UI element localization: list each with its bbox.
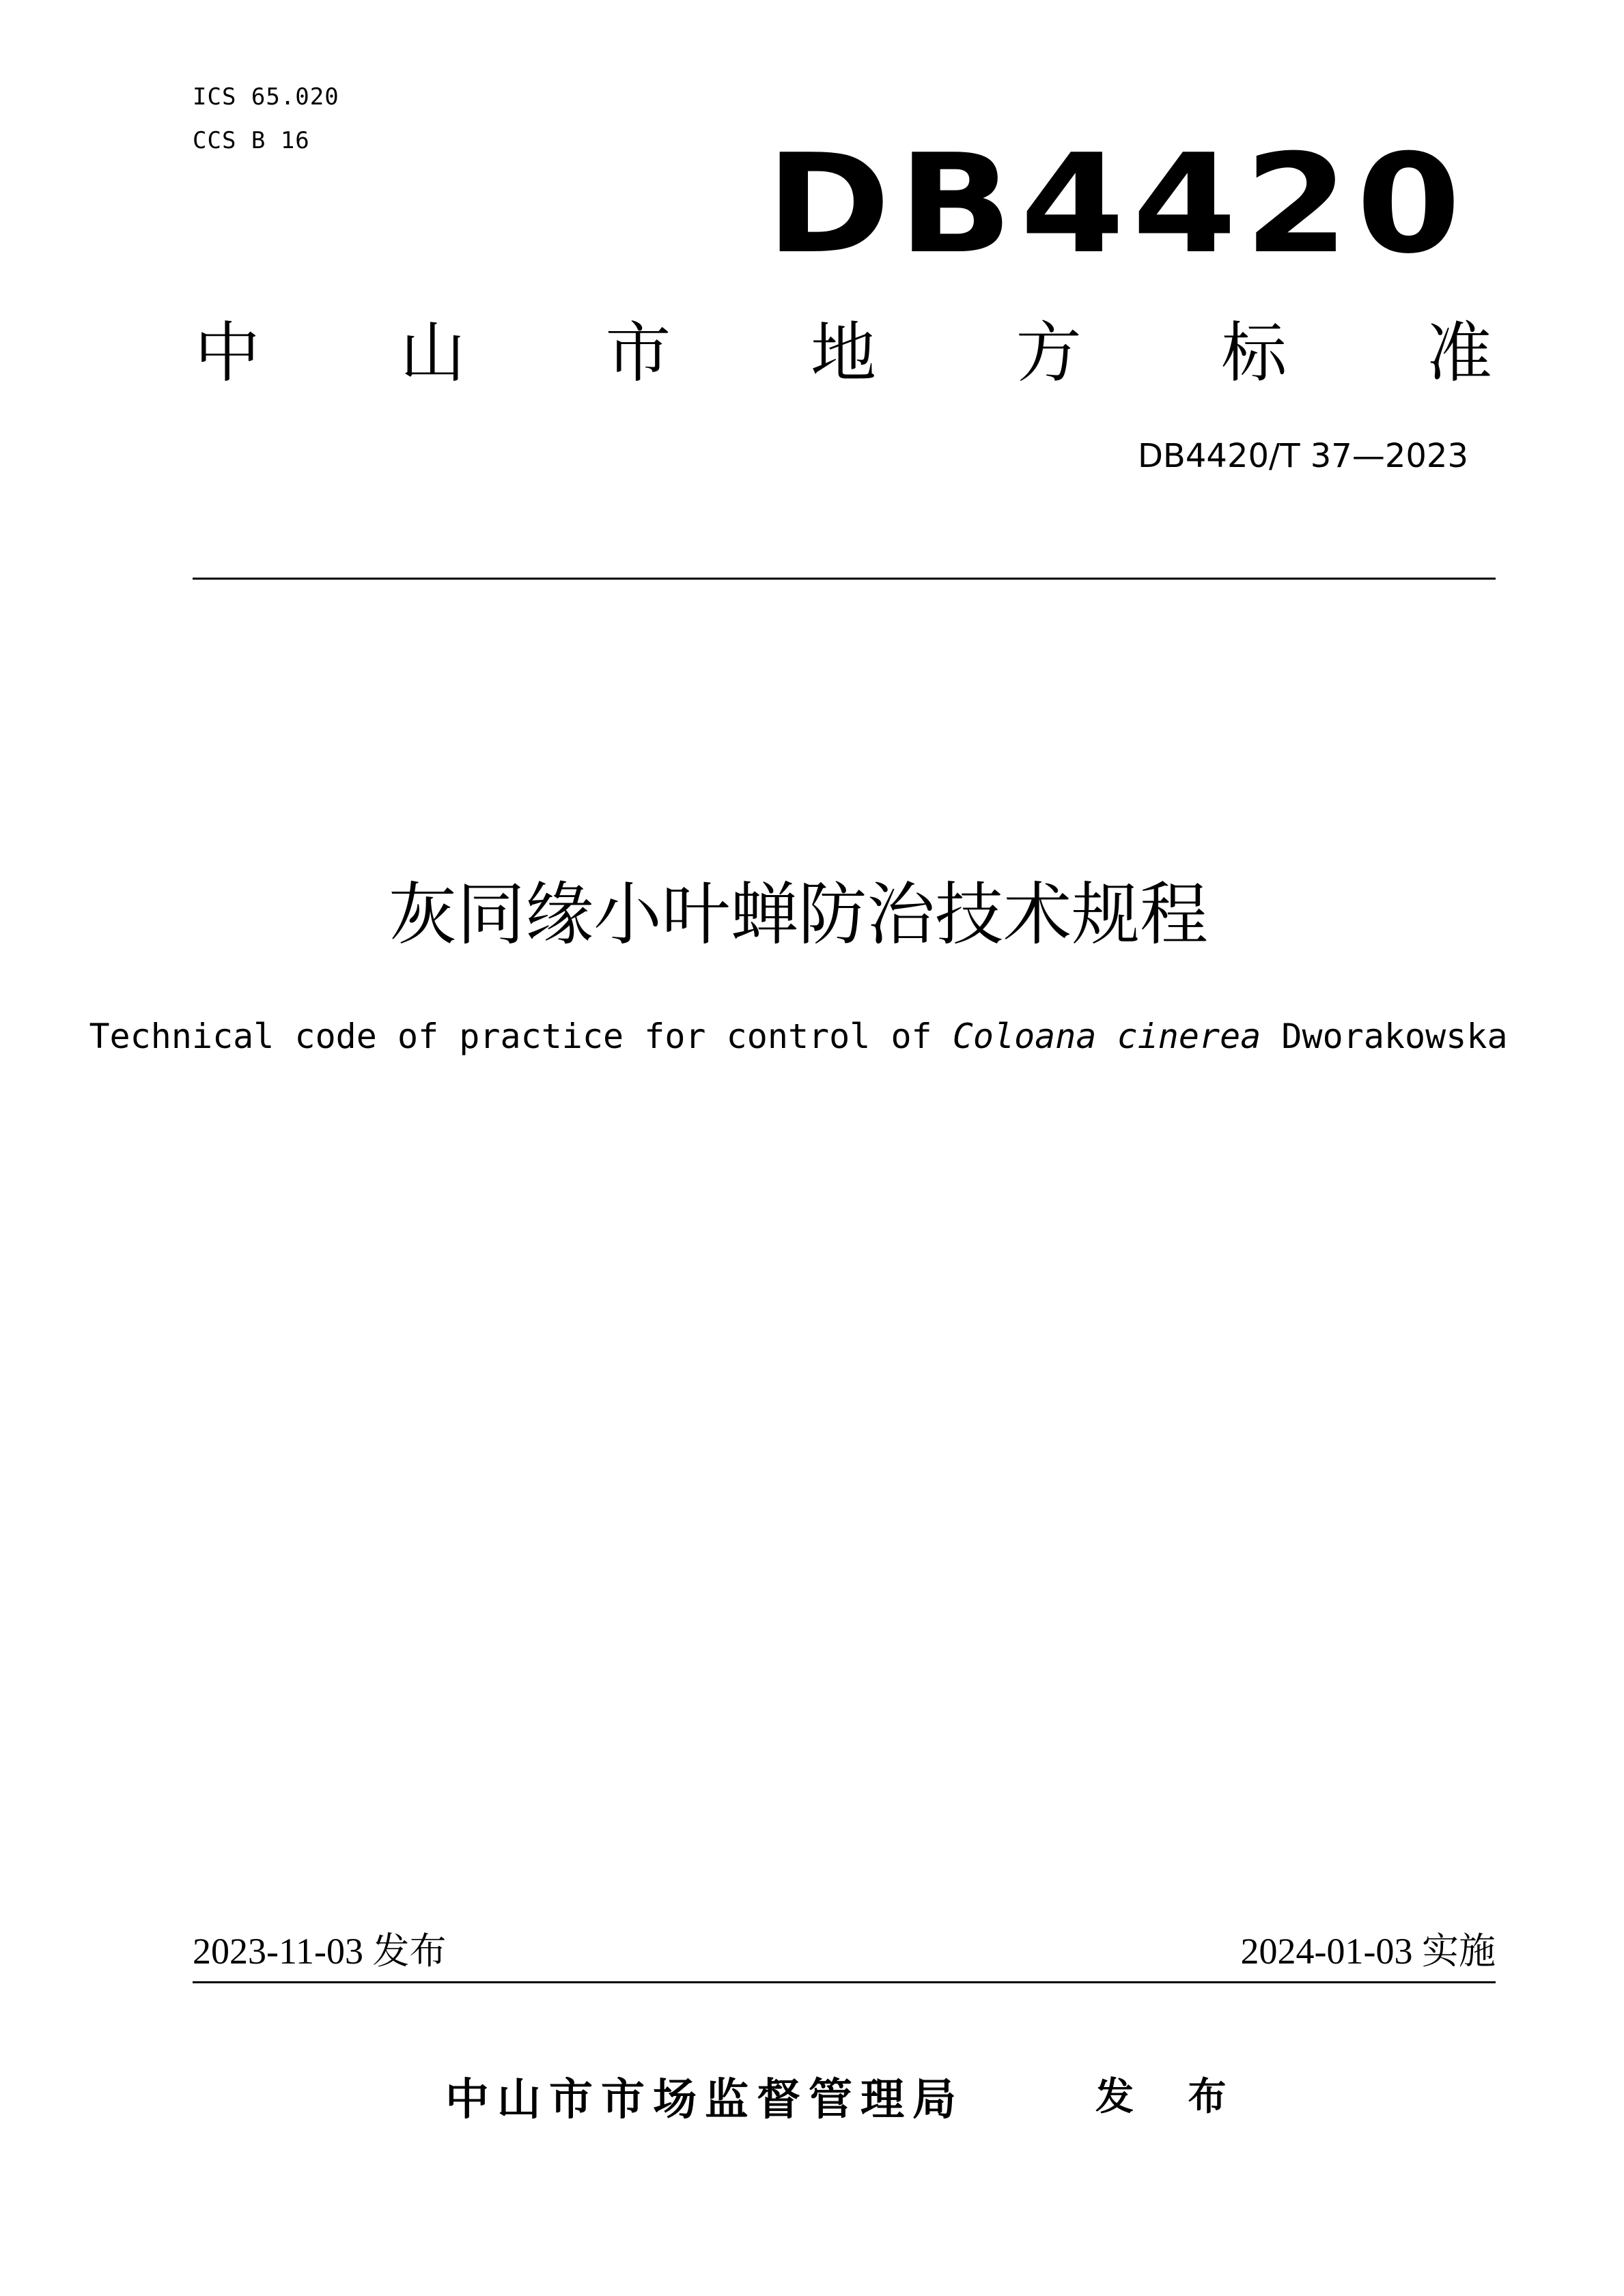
standard-number: DB4420/T 37—2023	[1137, 437, 1468, 475]
standard-type-char: 地	[810, 315, 876, 391]
title-english-prefix: Technical code of practice for control of	[89, 1017, 953, 1056]
standard-type-char: 方	[1016, 315, 1082, 391]
ccs-code: CCS B 16	[193, 127, 310, 154]
release-date: 2023-11-03 发布	[193, 1931, 447, 1972]
top-divider	[193, 578, 1496, 580]
title-chinese-text: 灰同缘小叶蝉防治技术规程	[389, 875, 1208, 954]
standard-type-char: 准	[1426, 315, 1492, 391]
issuing-authority: 中山市市场监督管理局	[445, 2075, 964, 2125]
document-title-chinese	[0, 874, 1624, 956]
standard-type-char: 市	[605, 315, 671, 391]
document-title-english	[0, 1016, 1624, 1057]
implementation-date: 2024-01-03 实施	[1240, 1931, 1496, 1972]
species-name: Coloana cinerea	[952, 1017, 1261, 1056]
standard-code-logo: DB4420	[766, 125, 1468, 284]
standard-type-char: 山	[400, 315, 466, 391]
bottom-divider	[193, 1981, 1496, 1983]
standard-type-char: 中	[195, 315, 260, 391]
issue-label: 发 布	[1095, 2075, 1247, 2119]
standard-type-heading	[195, 315, 1492, 391]
standard-type-char: 标	[1221, 315, 1287, 391]
ics-code: ICS 65.020	[193, 83, 339, 111]
title-english-suffix: Dworakowska	[1261, 1017, 1508, 1056]
